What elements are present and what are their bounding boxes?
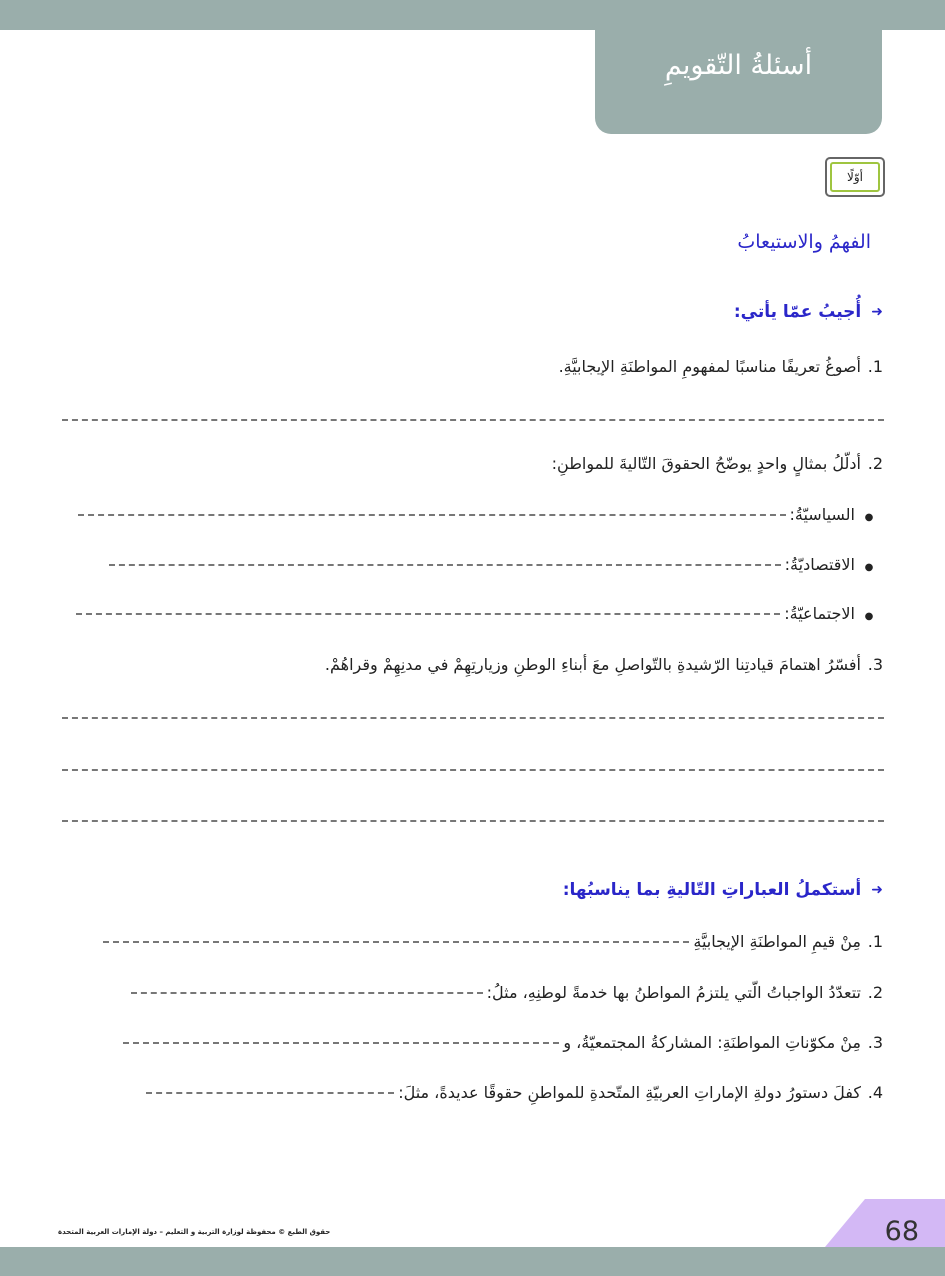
answer-line[interactable] [78,514,786,516]
page-number: 68 [884,1216,919,1247]
item-label: السياسيّةُ: [789,505,855,524]
answer-line[interactable] [76,613,780,615]
arrow-icon: ➜ [871,304,883,320]
item-text: كفلَ دستورُ دولةِ الإماراتِ العربيّةِ المتّحدةِ للمواطنِ حقوقًا عديدةً، مثلَ: [398,1083,861,1102]
item-number: 2. [867,983,883,1002]
page-title: أسئلةُ التّقويمِ [664,50,813,81]
answer-line[interactable] [62,419,884,421]
item-number: 1. [867,932,883,951]
item-number: 4. [867,1083,883,1102]
arrow-icon: ➜ [871,882,883,898]
question-1 [559,357,883,376]
right-item-social [76,604,883,623]
right-item-economic [109,555,883,574]
item-text: مِنْ مكوّناتِ المواطنَةِ: المشاركةُ المجتمعيّةُ، و [563,1033,861,1052]
complete-item-1 [103,932,883,951]
instruction-complete [563,880,883,900]
question-text: أصوغُ تعريفًا مناسبًا لمفهومِ المواطنَةِ الإيجابيَّةِ. [558,357,861,376]
bullet-icon: ● [864,611,874,622]
answer-line[interactable] [109,564,781,566]
question-number: 1. [867,357,883,376]
answer-line[interactable] [103,941,689,943]
complete-item-3 [123,1033,883,1052]
bottom-bar [0,1247,945,1276]
answer-line[interactable] [62,820,884,822]
section-badge [825,157,885,197]
question-text: أفسّرُ اهتمامَ قيادتِنا الرّشيدةِ بالتّواصلِ معَ أبناءِ الوطنِ وزيارتِهِمْ في مدنِهِمْ وقراهُمْ. [324,655,861,674]
answer-line[interactable] [62,717,884,719]
section-badge-label: أوّلًا [830,162,880,192]
bullet-icon: ● [864,562,874,573]
question-3 [325,655,883,674]
complete-item-2 [131,983,883,1002]
copyright-text: حقوق الطبع © محفوظة لوزارة التربية و التعليم – دولة الإمارات العربية المتحدة [58,1228,331,1236]
question-2 [552,454,883,473]
complete-item-4 [146,1083,883,1102]
answer-line[interactable] [62,769,884,771]
item-number: 3. [867,1033,883,1052]
item-text: مِنْ قيمِ المواطنَةِ الإيجابيَّةِ [693,932,861,951]
page-title-tab [595,30,882,134]
section-title: الفهمُ والاستيعابُ [737,231,871,253]
top-bar [0,0,945,30]
question-text: أدلّلُ بمثالٍ واحدٍ يوضّحُ الحقوقَ التّاليةَ للمواطنِ: [551,454,861,473]
instruction-answer [734,302,883,322]
item-text: تتعدّدُ الواجباتُ الّتي يلتزمُ المواطنُ بها خدمةً لوطنِهِ، مثلُ: [486,983,861,1002]
bullet-icon: ● [864,512,874,523]
answer-line[interactable] [131,992,483,994]
right-item-political [78,505,884,524]
item-label: الاجتماعيّةُ: [784,604,855,623]
question-number: 3. [867,655,883,674]
instruction-text: أُجيبُ عمّا يأتي: [733,302,862,322]
answer-line[interactable] [146,1092,394,1094]
instruction-text: أستكملُ العباراتِ التّاليةِ بما يناسبُها: [562,880,862,900]
item-label: الاقتصاديّةُ: [784,555,855,574]
answer-line[interactable] [123,1042,559,1044]
question-number: 2. [867,454,883,473]
